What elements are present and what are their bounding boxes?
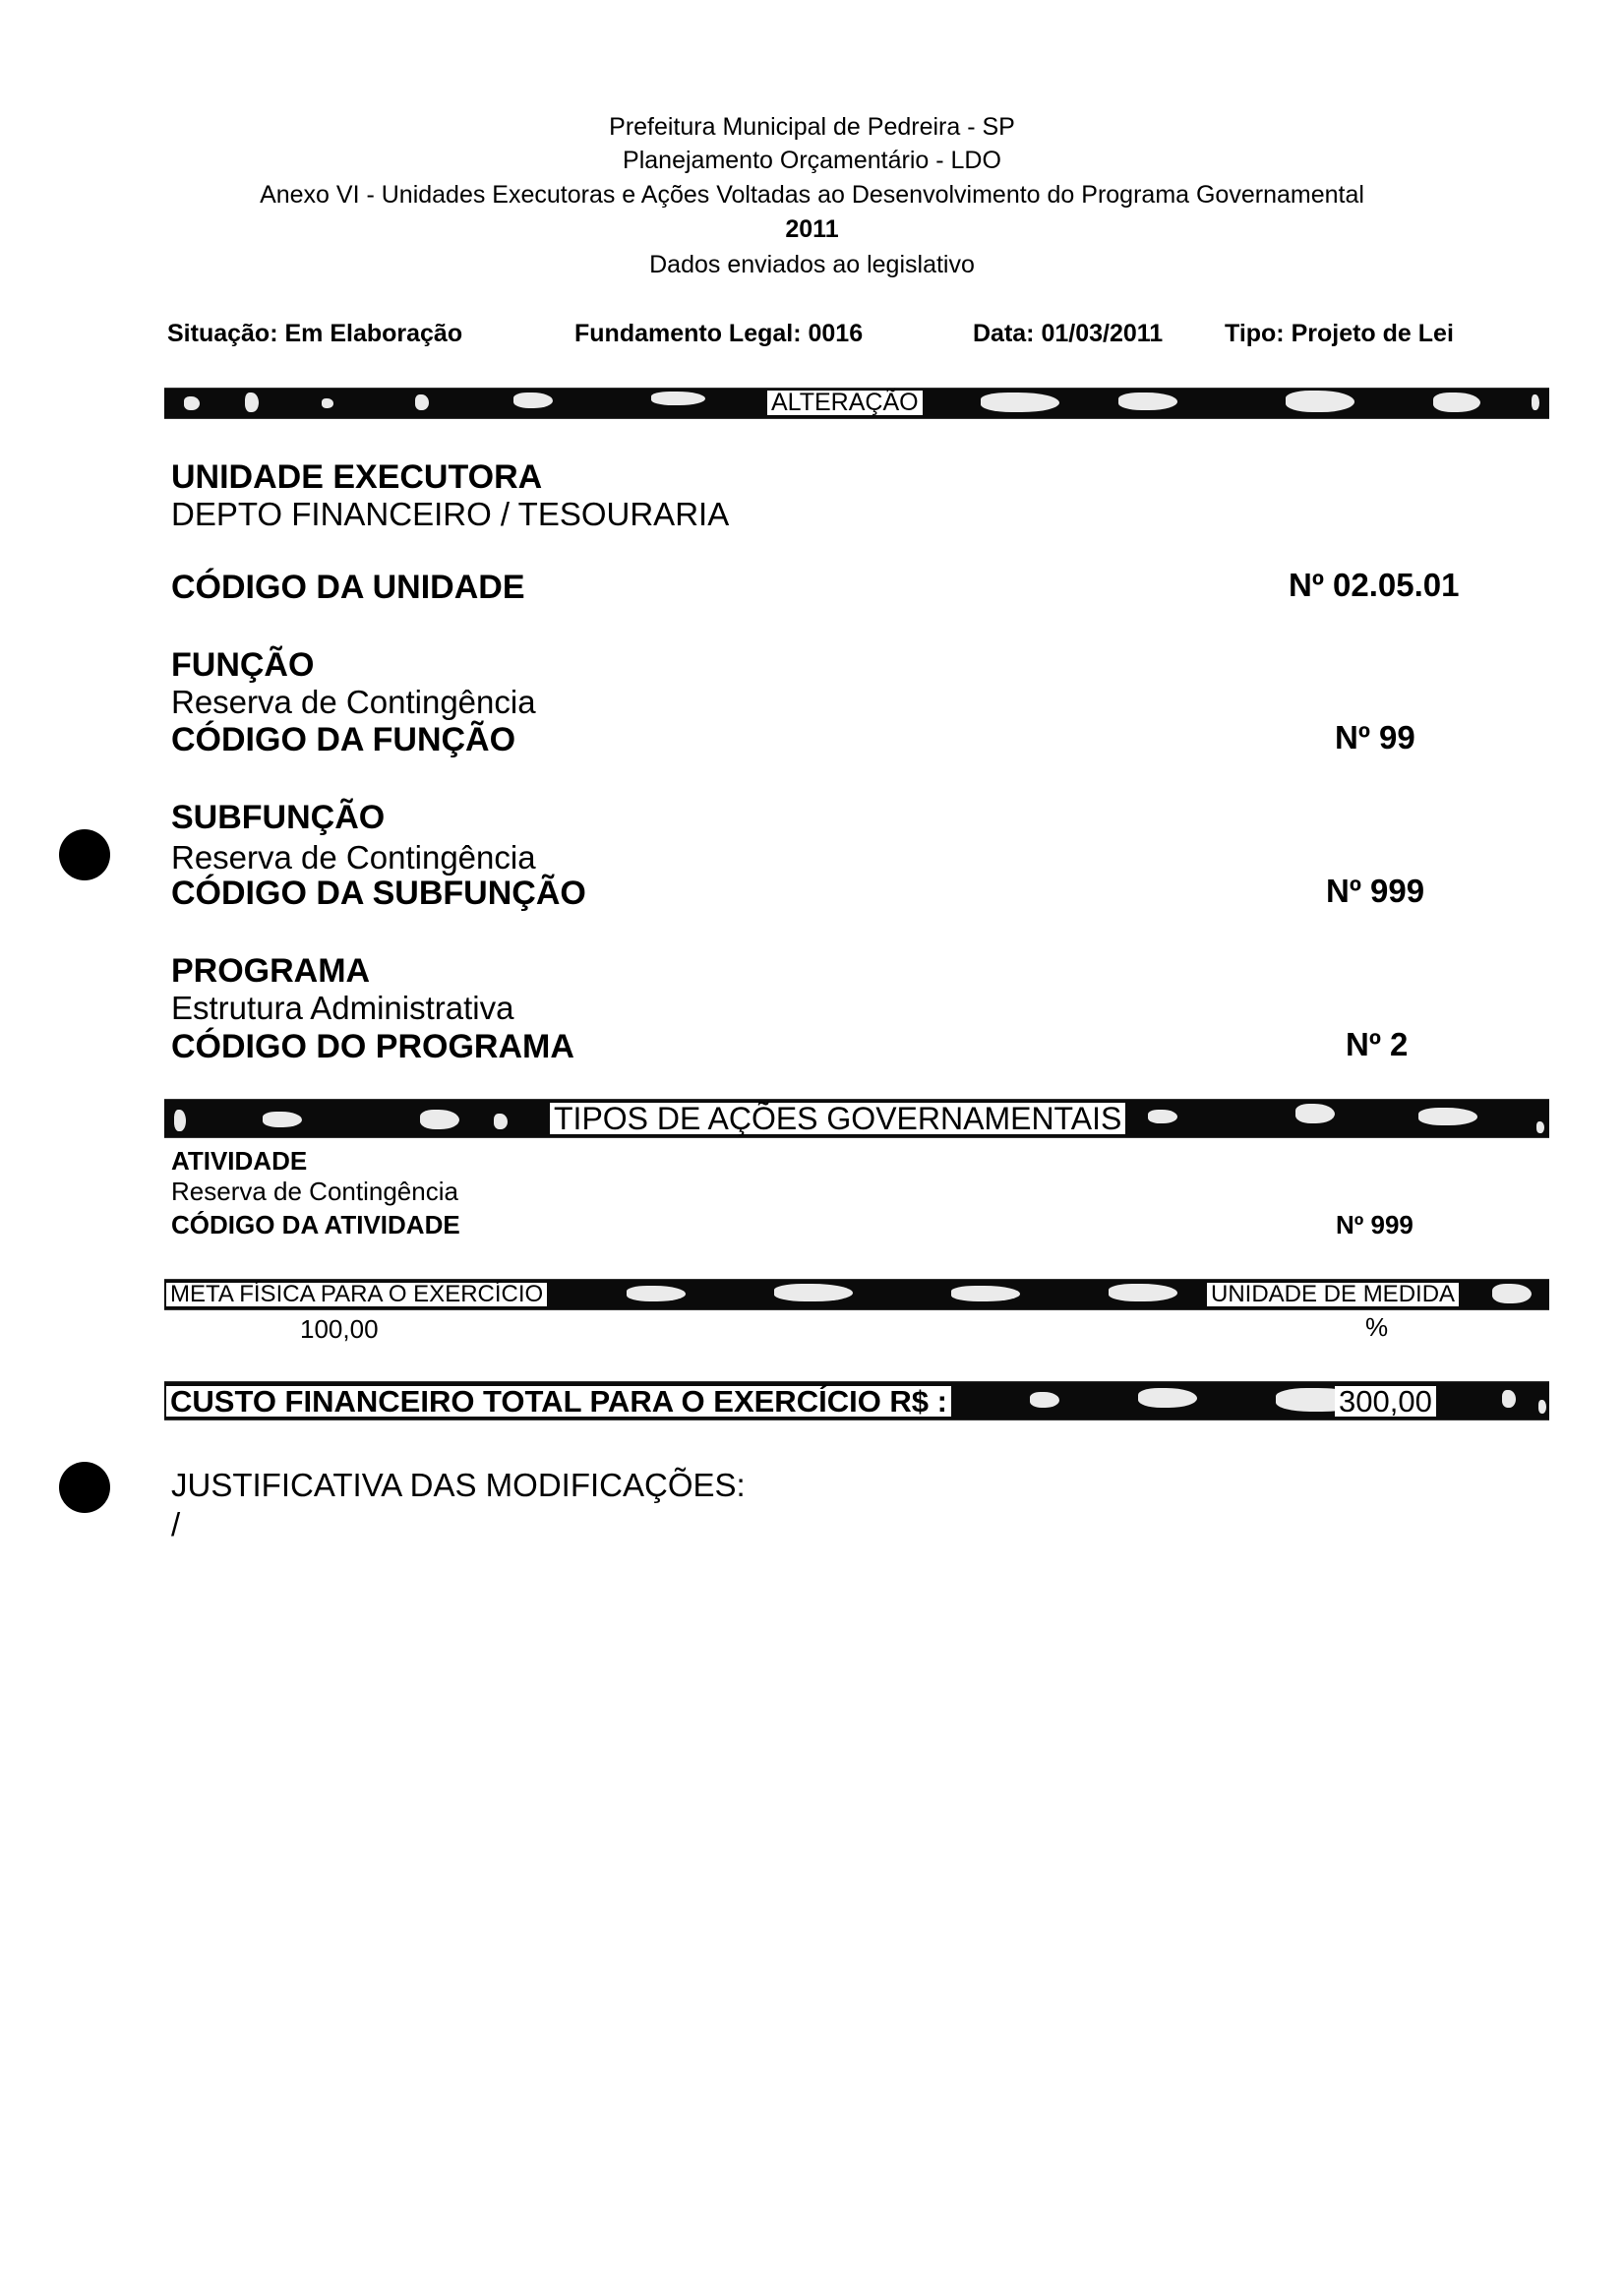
meta-data: Data: 01/03/2011 xyxy=(973,320,1164,347)
subfuncao-value: Reserva de Contingência xyxy=(171,839,536,876)
codigo-funcao-label: CÓDIGO DA FUNÇÃO xyxy=(171,721,516,758)
banner-tipos-acoes xyxy=(164,1099,1549,1138)
atividade-label: ATIVIDADE xyxy=(171,1146,308,1176)
funcao-label: FUNÇÃO xyxy=(171,646,315,684)
banner-tipos-acoes-label: TIPOS DE AÇÕES GOVERNAMENTAIS xyxy=(550,1103,1125,1134)
codigo-funcao-value: Nº 99 xyxy=(1335,719,1415,755)
programa-value: Estrutura Administrativa xyxy=(171,990,514,1026)
codigo-atividade-value: Nº 999 xyxy=(1336,1210,1413,1239)
funcao-value: Reserva de Contingência xyxy=(171,684,536,720)
banner-alteracao-label: ALTERAÇÃO xyxy=(767,391,923,415)
codigo-unidade-value: Nº 02.05.01 xyxy=(1289,567,1460,603)
punch-hole-lower xyxy=(59,1462,110,1513)
programa-label: PROGRAMA xyxy=(171,952,371,990)
codigo-atividade-label: CÓDIGO DA ATIVIDADE xyxy=(171,1210,460,1239)
punch-hole-upper xyxy=(59,829,110,880)
banner-meta-fisica-label: META FÍSICA PARA O EXERCÍCIO xyxy=(166,1283,547,1306)
header-municipality: Prefeitura Municipal de Pedreira - SP xyxy=(609,113,1015,141)
custo-financeiro-label: CUSTO FINANCEIRO TOTAL PARA O EXERCÍCIO R$ : xyxy=(166,1386,951,1417)
banner-unidade-medida-label: UNIDADE DE MEDIDA xyxy=(1207,1283,1459,1306)
codigo-subfuncao-label: CÓDIGO DA SUBFUNÇÃO xyxy=(171,875,586,912)
header-sent-note: Dados enviados ao legislativo xyxy=(649,251,975,278)
banner-meta-fisica xyxy=(164,1279,1549,1310)
header-year: 2011 xyxy=(785,215,839,243)
header-annex-title: Anexo VI - Unidades Executoras e Ações Voltadas ao Desenvolvimento do Programa Governamental xyxy=(260,181,1364,209)
custo-financeiro-value: 300,00 xyxy=(1335,1386,1436,1417)
unidade-executora-label: UNIDADE EXECUTORA xyxy=(171,458,543,496)
justificativa-value: / xyxy=(171,1506,181,1542)
codigo-programa-value: Nº 2 xyxy=(1346,1026,1409,1062)
unidade-medida-value: % xyxy=(1365,1312,1389,1342)
codigo-unidade-label: CÓDIGO DA UNIDADE xyxy=(171,569,525,606)
meta-tipo: Tipo: Projeto de Lei xyxy=(1225,320,1454,347)
codigo-subfuncao-value: Nº 999 xyxy=(1326,873,1425,909)
meta-fisica-value: 100,00 xyxy=(300,1314,379,1344)
banner-alteracao xyxy=(164,388,1549,419)
codigo-programa-label: CÓDIGO DO PROGRAMA xyxy=(171,1028,574,1065)
unidade-executora-value: DEPTO FINANCEIRO / TESOURARIA xyxy=(171,496,730,532)
meta-situacao: Situação: Em Elaboração xyxy=(167,320,463,347)
atividade-value: Reserva de Contingência xyxy=(171,1177,458,1206)
subfuncao-label: SUBFUNÇÃO xyxy=(171,799,386,836)
banner-custo-financeiro xyxy=(164,1381,1549,1420)
justificativa-label: JUSTIFICATIVA DAS MODIFICAÇÕES: xyxy=(171,1467,746,1503)
meta-fundamento-legal: Fundamento Legal: 0016 xyxy=(574,320,864,347)
header-planning: Planejamento Orçamentário - LDO xyxy=(623,147,1001,174)
